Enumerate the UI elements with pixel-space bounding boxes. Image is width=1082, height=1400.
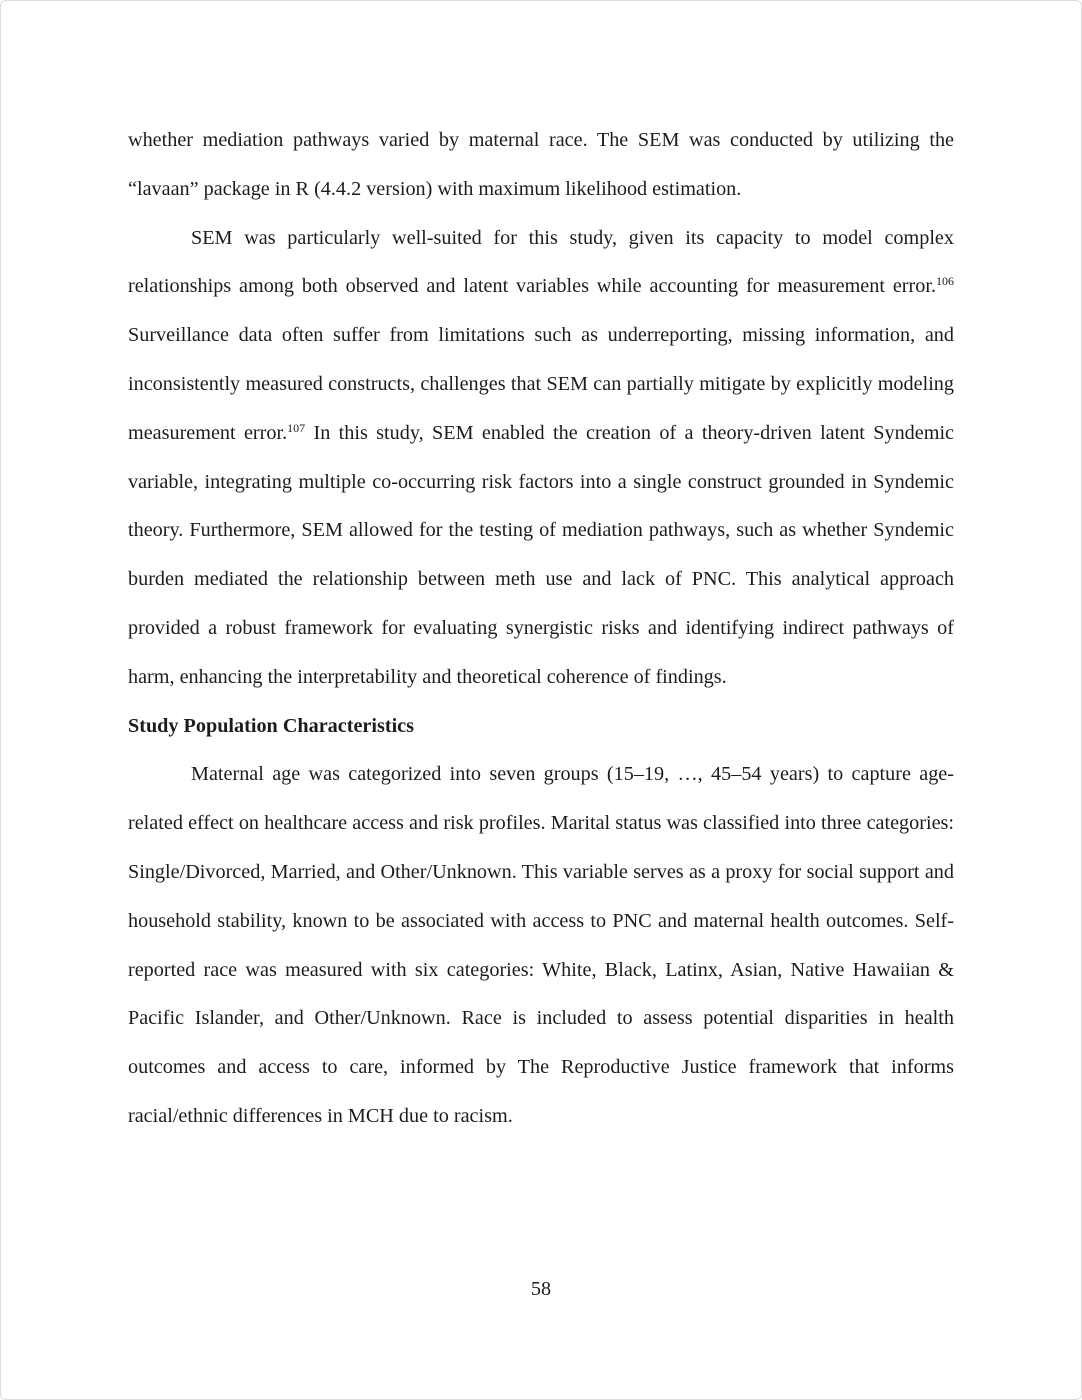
- section-heading: Study Population Characteristics: [128, 714, 414, 737]
- paragraph-continued: whether mediation pathways varied by maternal race. The SEM was conducted by utilizing the “lavaan” package in R (4.4.2 version) with maximum likelihood estimation.: [128, 129, 954, 200]
- paragraph-text: In this study, SEM enabled the creation of a theory-driven latent Syndemic variable, integrating multiple co-occurring risk factors into a single construct grounded in Syndemic theory. Furthermore, SEM allowed for the testing of mediation pathways, such as whether Syndemic burden mediated the relationship between meth use and lack of PNC. This analytical approach provided a robust framework for evaluating synergistic risks and identifying indirect pathways of harm, enhancing the interpretability and theoretical coherence of findings.: [128, 421, 955, 688]
- paragraph-population: Maternal age was categorized into seven groups (15–19, …, 45–54 years) to capture age-related effect on healthcare access and risk profiles. Marital status was classified into three categories: Single/Divorced, Married, and Other/Unknown. This variable serves as a proxy for social support and household stability, known to be associated with access to PNC and maternal health outcomes. Self-reported race was measured with six categories: White, Black, Latinx, Asian, Native Hawaiian & Pacific Islander, and Other/Unknown. Race is included to assess potential disparities in health outcomes and access to care, informed by The Reproductive Justice framework that informs racial/ethnic differences in MCH due to racism.: [128, 763, 954, 1127]
- document-body: [128, 116, 954, 1141]
- citation-superscript: 107: [287, 420, 306, 435]
- paragraph-text: SEM was particularly well-suited for this study, given its capacity to model complex relationships among both observed and latent variables while accounting for measurement error.: [128, 226, 954, 298]
- paragraph-sem-rationale: [128, 214, 954, 702]
- citation-superscript: 106: [936, 274, 954, 289]
- page-number: 58: [530, 1278, 552, 1300]
- paragraph-text: Surveillance data often suffer from limitations such as underreporting, missing information, and inconsistently measured constructs, challenges that SEM can partially mitigate by explicitly modeling measurement error.: [128, 324, 954, 444]
